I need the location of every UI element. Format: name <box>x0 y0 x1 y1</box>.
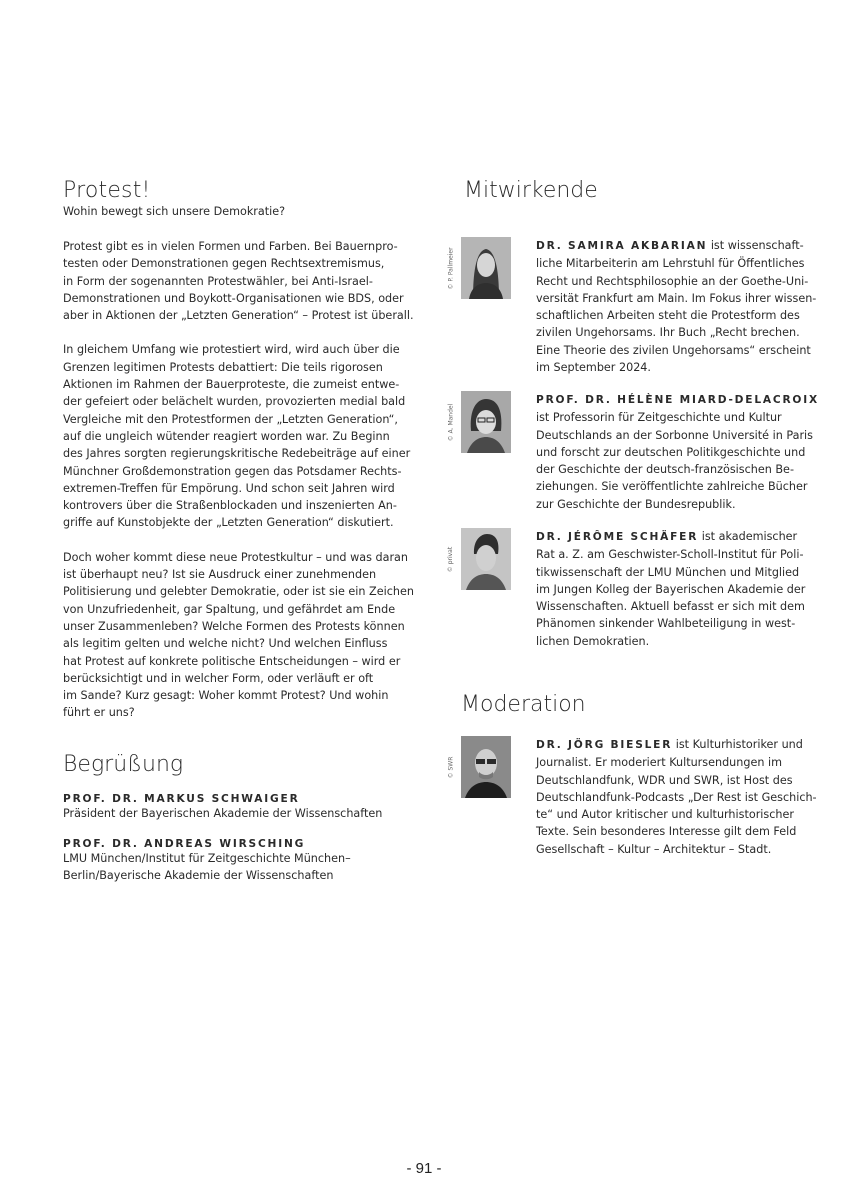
participant-name: DR. SAMIRA AKBARIAN <box>536 240 708 252</box>
participant-name: PROF. DR. HÉLÈNE MIARD-DELACROIX <box>536 394 819 406</box>
protest-paragraph-1: Protest gibt es in vielen Formen und Farben. Bei Bauernpro- testen oder Demonstrationen gegen Rechtsextremismus, in Form der sogenannten Protestwähler, bei Anti-Israel- Demonstrationen und Boykott-Organisationen wie BDS, oder aber in Aktionen der „Letzten Generation“ – Protest ist überall. <box>63 240 414 323</box>
participant-name: DR. JÉRÔME SCHÄFER <box>536 531 699 543</box>
photo-credit: © SWR <box>447 756 455 778</box>
left-column <box>63 178 414 898</box>
protest-paragraph-3: Doch woher kommt diese neue Protestkultur – und was daran ist überhaupt neu? Ist sie Ausdruck einer zunehmenden Politisierung und gelebter Demokratie, oder ist sie ein Zeichen von Unzufriedenheit, gar Spaltung, und gefährdet am Ende unser Zusammenleben? Welche Formen des Protests können als legitim gelten und welche nicht? Und welchen Einfluss hat Protest auf konkrete politische Entscheidungen – wird er berücksichtigt und in welcher Form, oder verläuft er oft im Sande? Kurz gesagt: Woher kommt Protest? Und wohin führt er uns? <box>63 550 414 720</box>
greeting-person-desc: LMU München/Institut für Zeitgeschichte München– Berlin/Bayerische Akademie der Wissenschaften <box>63 852 351 883</box>
portrait-photo <box>461 736 511 798</box>
greeting-person-name: PROF. DR. MARKUS SCHWAIGER <box>63 792 300 805</box>
moderation-title: Moderation <box>461 692 586 717</box>
photo-credit: © A. Mandel <box>447 403 455 441</box>
moderator-name: DR. JÖRG BIESLER <box>536 739 673 751</box>
begruessung-title: Begrüßung <box>63 751 184 777</box>
protest-title: Protest! <box>63 178 151 203</box>
greeting-person-name: PROF. DR. ANDREAS WIRSCHING <box>63 838 306 851</box>
protest-subtitle: Wohin bewegt sich unsere Demokratie? <box>63 205 286 218</box>
portrait-photo <box>461 528 511 590</box>
portrait-photo <box>461 237 511 299</box>
portrait-photo <box>461 391 511 453</box>
mitwirkende-title: Mitwirkende <box>464 178 598 203</box>
page-number: - 91 - <box>406 1160 442 1177</box>
right-column: Mitwirkende © P. Pallmeier DR. SAMIRA AKBARIAN ist wissenschaft- liche Mitarbeiterin am Lehrstuhl für Öffentliches Recht und Rechtsphilosophie an der Goethe-Uni- versität Frankfurt am Main. Im Fokus ihrer wissen- schaftlichen Arbeiten steht die Protestform des zivilen Ungehorsams. Ihr Buch „Recht brechen. Eine Theorie des zivilen Ungehorsams“ erscheint im September 2024. © A. Mandel PROF. DR. HÉLÈNE MIARD-DELACROIX ist Professorin für Zeitgeschichte und Kultur Deutschlands an der Sorbonne Université in Paris und forscht zur deutschen Politikgeschichte und der Geschichte der deutsch-französischen Be- ziehungen. Sie veröffentlichte zahlreiche Bücher zur Geschichte der Bundesrepublik. © privat DR. JÉRÔME SCHÄFER ist akademischer Rat a. Z. am Geschwister-Scholl-Institut für Poli- tikwissenschaft der LMU München und Mitglied im Jungen Kolleg der Bayerischen Akademie der Wissenschaften. Aktuell befasst er sich mit dem Phänomen sinkender Wahlbeteiligung in west- lichen Demokratien. Moderation © SWR DR. JÖRG BIESLER ist Kulturhistoriker und Journalist. Er moderiert Kultursendungen im Deutschlandfunk, WDR und SWR, ist Host des Deutschlandfunk-Podcasts „Der Rest ist Geschich- te“ und Autor kritischer und kulturhistorischer Texte. Sein besonderes Interesse gilt dem Feld Gesellschaft – Kultur – Architektur – Stadt. <box>447 178 819 856</box>
protest-paragraph-2: In gleichem Umfang wie protestiert wird, wird auch über die Grenzen legitimen Protests debattiert: Die teils rigorosen Aktionen im Rahmen der Bauerproteste, die zumeist entwe- der gefeiert oder belächelt wurden, provozierten medial bald Vergleiche mit den Protestformen der „Letzten Generation“, auf die ungleich wütender reagiert worden war. Zu Beginn des Jahres sorgten regierungskritische Redebeiträge auf einer Münchner Großdemonstration gegen das Potsdamer Rechts- extremen-Treffen für Empörung. Und schon seit Jahren wird kontrovers über die Straßenblockaden und inszenierten An- griffe auf Kunstobjekte der „Letzten Generation“ diskutiert. <box>63 343 411 530</box>
photo-credit: © privat <box>447 546 455 572</box>
photo-credit: © P. Pallmeier <box>447 246 455 290</box>
greeting-person-desc: Präsident der Bayerischen Akademie der Wissenschaften <box>63 806 383 820</box>
